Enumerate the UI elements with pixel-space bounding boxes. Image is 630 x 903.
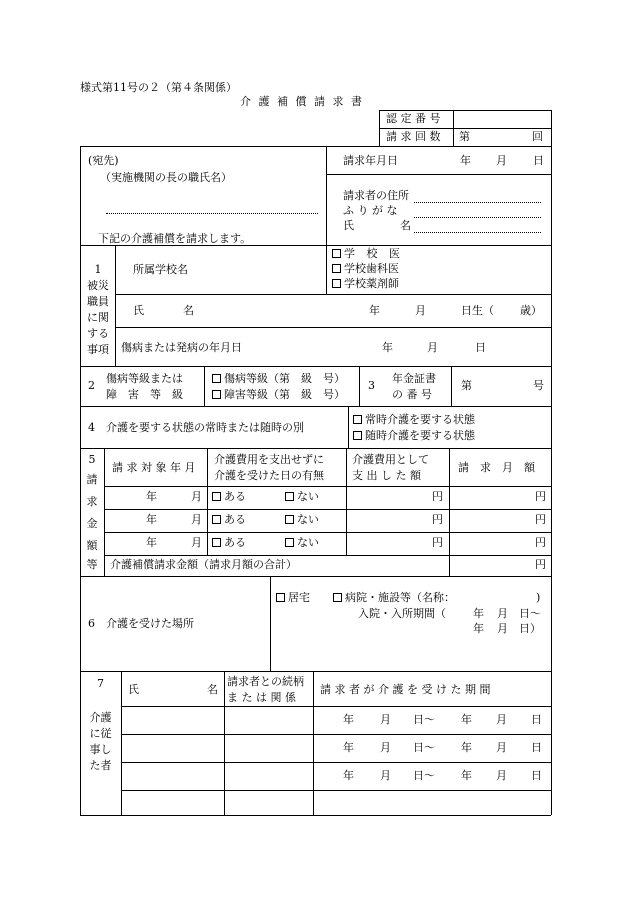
- section7-number: 7: [97, 677, 104, 690]
- row-yen: 円: [432, 513, 443, 526]
- request-statement: 下記の介護補償を請求します。: [98, 232, 252, 245]
- role-school-pharmacist[interactable]: [332, 277, 399, 291]
- section5-char-5: 等: [86, 558, 98, 571]
- row-month: 月: [191, 513, 202, 526]
- row-yen: 円: [535, 513, 546, 526]
- period-month: 月: [380, 713, 391, 726]
- period-year: 年: [343, 741, 354, 754]
- requester-furigana-label: ふ り が な: [343, 204, 398, 217]
- row2-yes-option[interactable]: [212, 513, 246, 527]
- checkbox-icon: [212, 538, 221, 547]
- caregiver-name-field[interactable]: [123, 764, 222, 788]
- section4-label: 4 介護を要する状態の常時または随時の別: [88, 421, 304, 434]
- total-claim-field[interactable]: [451, 557, 531, 574]
- addressee-prefix: (宛先): [88, 154, 119, 167]
- role-label: 学校歯科医: [344, 262, 399, 275]
- form-title: 介 護 補 償 請 求 書: [240, 95, 364, 108]
- section5-char-3: 金: [86, 517, 98, 530]
- stay-end-month: 月: [497, 622, 508, 635]
- checkbox-icon: [276, 593, 285, 602]
- period-month: 月: [496, 713, 507, 726]
- checkbox-icon: [332, 249, 341, 258]
- role-label: 学 校 医: [344, 247, 404, 260]
- relation-label-2: ま た は 関 係: [227, 691, 296, 704]
- period-day: 日〜: [413, 713, 435, 726]
- request-year: 年: [460, 154, 471, 167]
- injury-date-label: 傷病または発病の年月日: [121, 341, 242, 354]
- injury-grade-option[interactable]: [212, 372, 345, 386]
- section3-label-1: 年金証書: [392, 372, 436, 385]
- pension-number-field[interactable]: [475, 372, 529, 400]
- requester-furigana-field[interactable]: [414, 203, 541, 217]
- checkbox-icon: [212, 515, 221, 524]
- requester-name-field[interactable]: [414, 218, 541, 232]
- option-label: 障害等級（第 級 号）: [224, 388, 345, 401]
- checkbox-icon: [333, 593, 342, 602]
- addressee-hint: （実施機関の長の職氏名）: [100, 171, 232, 184]
- row-year: 年: [146, 513, 157, 526]
- section5-number: 5: [88, 453, 96, 466]
- checkbox-icon: [332, 264, 341, 273]
- stay-start-month: 月: [497, 607, 508, 620]
- period-day: 日: [531, 713, 542, 726]
- period-month: 月: [496, 769, 507, 782]
- home-option[interactable]: [276, 591, 310, 605]
- injury-day: 日: [475, 341, 486, 354]
- stay-period-label: 入院・入所期間（: [358, 607, 446, 620]
- row-yen: 円: [535, 536, 546, 549]
- section1-label-2: 職員: [87, 295, 109, 308]
- option-label: 居宅: [288, 591, 310, 604]
- row1-no-option[interactable]: [285, 490, 319, 504]
- caregiver-name-label-1: 氏: [128, 683, 139, 696]
- caregiver-name-label-2: 名: [207, 683, 218, 696]
- option-label: ある: [224, 536, 246, 549]
- checkbox-icon: [332, 279, 341, 288]
- row-year: 年: [146, 490, 157, 503]
- cert-number-field[interactable]: [455, 111, 549, 127]
- section1-label-4: する: [87, 327, 109, 340]
- stay-start-year: 年: [473, 607, 484, 620]
- care-period-label: 請 求 者 が 介 護 を 受 け た 期 間: [320, 683, 491, 696]
- section2-label-2: 障 害 等 級: [106, 388, 183, 401]
- option-label: 傷病等級（第 級 号）: [224, 372, 345, 385]
- period-day: 日〜: [413, 741, 435, 754]
- school-name-label: 所属学校名: [133, 263, 188, 276]
- total-yen: 円: [535, 558, 546, 571]
- requester-address-field[interactable]: [414, 188, 541, 202]
- section5-char-1: 請: [86, 473, 98, 486]
- row-month: 月: [191, 536, 202, 549]
- occasional-care-option[interactable]: [353, 429, 475, 443]
- section7-label-1: 介護: [89, 711, 112, 724]
- hospital-option[interactable]: [333, 591, 455, 605]
- option-label: 病院・施設等（名称：: [345, 591, 455, 604]
- checkbox-icon: [212, 492, 221, 501]
- role-school-doctor[interactable]: [332, 247, 404, 261]
- victim-name-label-1: 氏: [133, 304, 144, 317]
- section1-label-5: 事項: [87, 343, 109, 356]
- stay-end-day: 日）: [519, 622, 541, 635]
- caregiver-name-field[interactable]: [123, 736, 222, 760]
- count-kai: 回: [532, 130, 543, 143]
- total-claim-label: 介護補償請求金額（請求月額の合計）: [110, 558, 297, 571]
- option-label: 随時介護を要する状態: [365, 429, 475, 442]
- period-month: 月: [380, 741, 391, 754]
- stay-end-year: 年: [473, 622, 484, 635]
- role-school-dentist[interactable]: [332, 262, 399, 276]
- section1-number: 1: [94, 263, 102, 276]
- count-field[interactable]: [472, 129, 528, 145]
- option-label: 常時介護を要する状態: [365, 413, 475, 426]
- checkbox-icon: [212, 390, 221, 399]
- role-label: 学校薬剤師: [344, 277, 399, 290]
- caregiver-relation-field[interactable]: [226, 764, 311, 788]
- row3-yes-option[interactable]: [212, 536, 246, 550]
- requester-address-label: 請求者の住所: [343, 189, 409, 202]
- cert-number-label: 認 定 番 号: [386, 112, 441, 125]
- request-month: 月: [496, 154, 507, 167]
- count-dai: 第: [459, 130, 470, 143]
- disability-grade-option[interactable]: [212, 388, 345, 402]
- option-label: ない: [297, 490, 319, 503]
- school-name-field[interactable]: [200, 250, 320, 290]
- checkbox-icon: [285, 492, 294, 501]
- requester-name-label-1: 氏: [343, 219, 354, 232]
- row-month: 月: [191, 490, 202, 503]
- option-label: ある: [224, 513, 246, 526]
- hospital-close-paren: ): [536, 591, 541, 604]
- checkbox-icon: [353, 431, 362, 440]
- row-yen: 円: [432, 490, 443, 503]
- birth-suffix: 日生（: [461, 304, 494, 317]
- section5-char-4: 額: [86, 539, 98, 552]
- period-year: 年: [461, 769, 472, 782]
- row3-no-option[interactable]: [285, 536, 319, 550]
- birth-month: 月: [415, 304, 426, 317]
- checkbox-icon: [353, 415, 362, 424]
- col-unpaid-care-l1: 介護費用を支出せずに: [214, 453, 324, 466]
- constant-care-option[interactable]: [353, 413, 475, 427]
- caregiver-name-field[interactable]: [123, 708, 222, 732]
- pension-dai: 第: [461, 379, 472, 392]
- period-year: 年: [343, 769, 354, 782]
- section1-label-3: に関: [87, 311, 109, 324]
- period-month: 月: [380, 769, 391, 782]
- row1-yes-option[interactable]: [212, 490, 246, 504]
- period-year: 年: [343, 713, 354, 726]
- col-care-cost-l2: 支 出 し た 額: [352, 469, 421, 482]
- row-year: 年: [146, 536, 157, 549]
- period-day: 日〜: [413, 769, 435, 782]
- caregiver-relation-field[interactable]: [226, 736, 311, 760]
- age-suffix: 歳）: [520, 304, 542, 317]
- row-yen: 円: [535, 490, 546, 503]
- row2-no-option[interactable]: [285, 513, 319, 527]
- form-number: 様式第11号の２（第４条関係）: [80, 81, 237, 94]
- col-care-cost-l1: 介護費用として: [352, 453, 429, 466]
- section2-number: 2: [88, 379, 95, 392]
- option-label: ない: [297, 536, 319, 549]
- victim-name-field[interactable]: [200, 298, 360, 324]
- period-year: 年: [461, 713, 472, 726]
- addressee-field[interactable]: [106, 197, 318, 212]
- period-year: 年: [461, 741, 472, 754]
- request-day: 日: [533, 154, 544, 167]
- stay-start-day: 日〜: [519, 607, 541, 620]
- pension-go: 号: [533, 379, 544, 392]
- section3-number: 3: [368, 379, 375, 392]
- section7-label-4: た者: [89, 759, 112, 772]
- section1-label-1: 被災: [87, 279, 109, 292]
- row-yen: 円: [432, 536, 443, 549]
- request-date-label: 請求年月日: [343, 154, 398, 167]
- count-label: 請 求 回 数: [386, 130, 441, 143]
- section2-label-1: 傷病等級または: [106, 372, 183, 385]
- col-target-month: 請 求 対 象 年 月: [112, 461, 196, 474]
- section3-label-2: の 番 号: [392, 388, 432, 401]
- section7-label-3: 事し: [89, 743, 112, 756]
- option-label: ない: [297, 513, 319, 526]
- injury-year: 年: [382, 341, 393, 354]
- option-label: ある: [224, 490, 246, 503]
- checkbox-icon: [285, 538, 294, 547]
- relation-label-1: 請求者との続柄: [227, 675, 304, 688]
- section5-char-2: 求: [86, 495, 98, 508]
- caregiver-relation-field[interactable]: [226, 708, 311, 732]
- checkbox-icon: [212, 374, 221, 383]
- victim-name-label-2: 名: [183, 304, 194, 317]
- section7-label-2: に従: [89, 727, 112, 740]
- period-day: 日: [531, 769, 542, 782]
- requester-name-label-2: 名: [400, 219, 411, 232]
- period-month: 月: [496, 741, 507, 754]
- injury-month: 月: [427, 341, 438, 354]
- col-monthly-claim: 請 求 月 額: [458, 461, 535, 474]
- checkbox-icon: [285, 515, 294, 524]
- col-unpaid-care-l2: 介護を受けた日の有無: [214, 469, 324, 482]
- birth-year: 年: [369, 304, 380, 317]
- section6-label: 6 介護を受けた場所: [88, 617, 194, 630]
- period-day: 日: [531, 741, 542, 754]
